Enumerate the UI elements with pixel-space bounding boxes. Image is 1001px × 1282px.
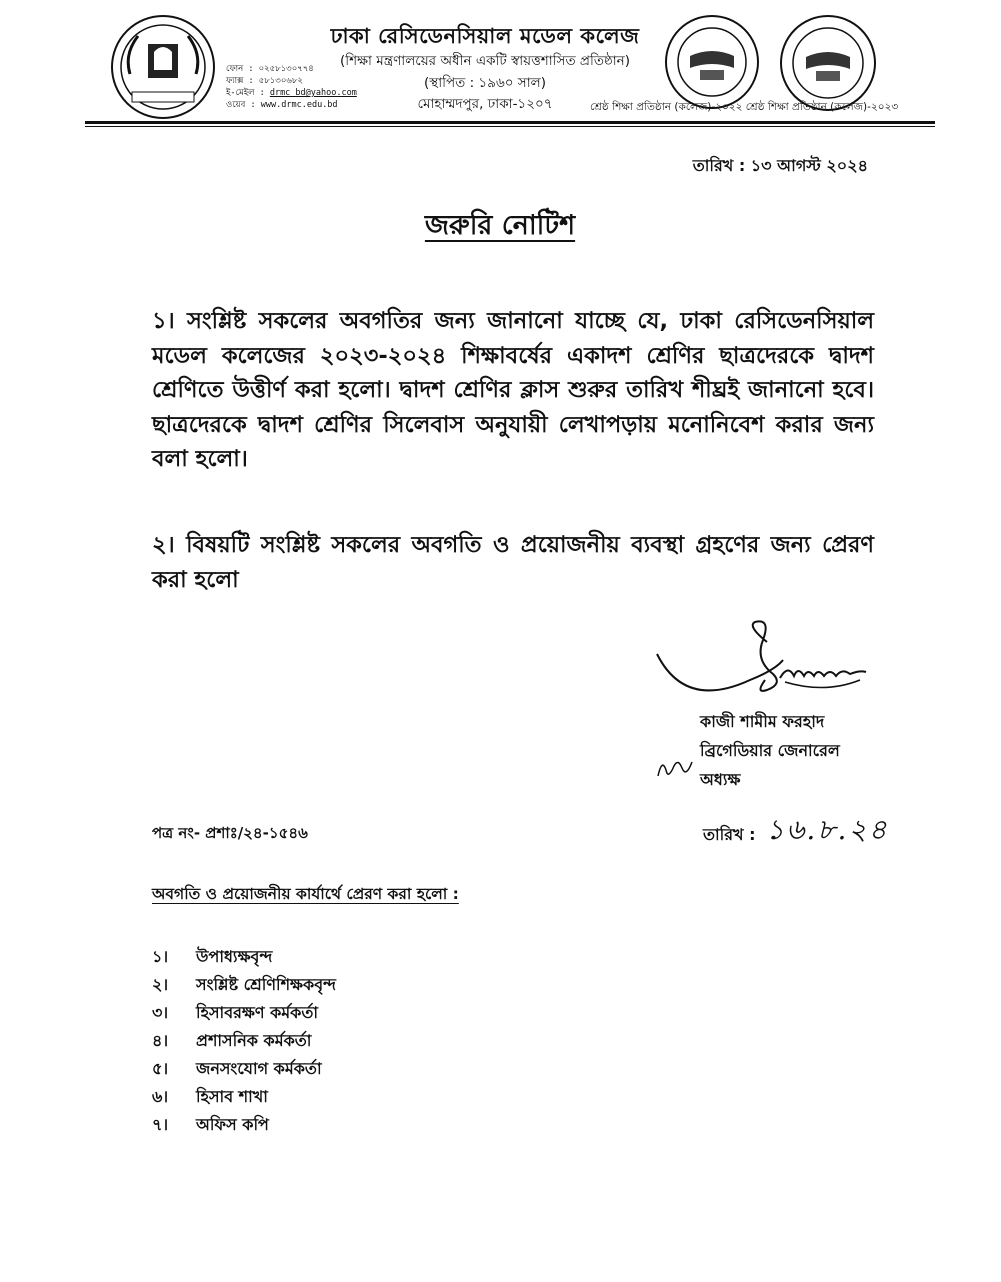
list-item: ৩। হিসাবরক্ষণ কর্মকর্তা [152,1003,319,1022]
notice-title: জরুরি নোটিশ [424,210,576,241]
list-item: ৫। জনসংযোগ কর্মকর্তা [152,1059,322,1078]
college-subtitle: (শিক্ষা মন্ত্রণালয়ের অধীন একটি স্বায়ত্তশাসিত প্রতিষ্ঠান) [340,53,630,69]
contact-web: ওয়েব : www.drmc.edu.bd [226,100,338,110]
issue-date-handwritten: ১৬.৮.২৪ [766,813,889,846]
signature [655,620,885,710]
college-address: মোহাম্মদপুর, ঢাকা-১২০৭ [417,96,553,112]
notice-paragraph-2: ২। বিষয়টি সংশ্লিষ্ট সকলের অবগতি ও প্রয়োজনীয় ব্যবস্থা গ্রহণের জন্য প্রেরণ করা হলো [152,532,874,593]
list-item: ২। সংশ্লিষ্ট শ্রেণিশিক্ষকবৃন্দ [152,975,336,994]
recipients-list [152,944,336,1140]
college-logo [110,14,216,120]
list-item: ৬। হিসাব শাখা [152,1087,268,1106]
forward-heading: অবগতি ও প্রয়োজনীয় কার্যার্থে প্রেরণ করা হলো : [152,885,459,903]
list-item: ১। উপাধ্যক্ষবৃন্দ [152,947,273,966]
notice-date: তারিখ : ১৩ আগস্ট ২০২৪ [692,156,868,175]
initials-mark [655,756,695,782]
award-seal-2022 [664,14,760,110]
contact-phone: ফোন : ০২৫৮১৩০৭৭৪ [226,64,314,74]
contact-email: ই-মেইল : drmc_bd@yahoo.com [226,88,357,98]
reference-number: পত্র নং- প্রশাঃ/২৪-১৫৪৬ [152,824,308,842]
list-item: ৭। অফিস কপি [152,1115,269,1134]
college-name: ঢাকা রেসিডেনসিয়াল মডেল কলেজ [330,24,640,48]
list-item: ৪। প্রশাসনিক কর্মকর্তা [152,1031,312,1050]
signatory-rank: ব্রিগেডিয়ার জেনারেল [700,741,840,760]
header-divider-thin [85,126,935,127]
notice-paragraph-1: ১। সংশ্লিষ্ট সকলের অবগতির জন্য জানানো যাচ্ছে যে, ঢাকা রেসিডেনসিয়াল মডেল কলেজের ২০২৩-২০২৪ শিক্ষাবর্ষের একাদশ শ্রেণির ছাত্রদেরকে দ্বাদশ শ্রেণিতে উত্তীর্ণ করা হলো। দ্বাদশ শ্রেণির ক্লাস শুরুর তারিখ শীঘ্রই জানানো হবে। ছাত্রদেরকে দ্বাদশ শ্রেণির সিলেবাস অনুযায়ী লেখাপড়ায় মনোনিবেশ করার জন্য বলা হলো। [152,308,874,472]
signatory-title: অধ্যক্ষ [700,770,741,789]
award-seal-2023 [779,14,877,112]
established-year: (স্থাপিত : ১৯৬০ সাল) [424,75,546,91]
contact-fax: ফ্যাক্স : ৫৮১৩০৬৮২ [226,76,303,86]
awards-line: শ্রেষ্ঠ শিক্ষা প্রতিষ্ঠান (কলেজ)-২০২২ শ্রেষ্ঠ শিক্ষা প্রতিষ্ঠান (কলেজ)-২০২৩ [590,101,899,113]
issue-date-label: তারিখ : [703,825,756,844]
signatory-name: কাজী শামীম ফরহাদ [700,712,825,731]
header-divider [85,121,935,124]
